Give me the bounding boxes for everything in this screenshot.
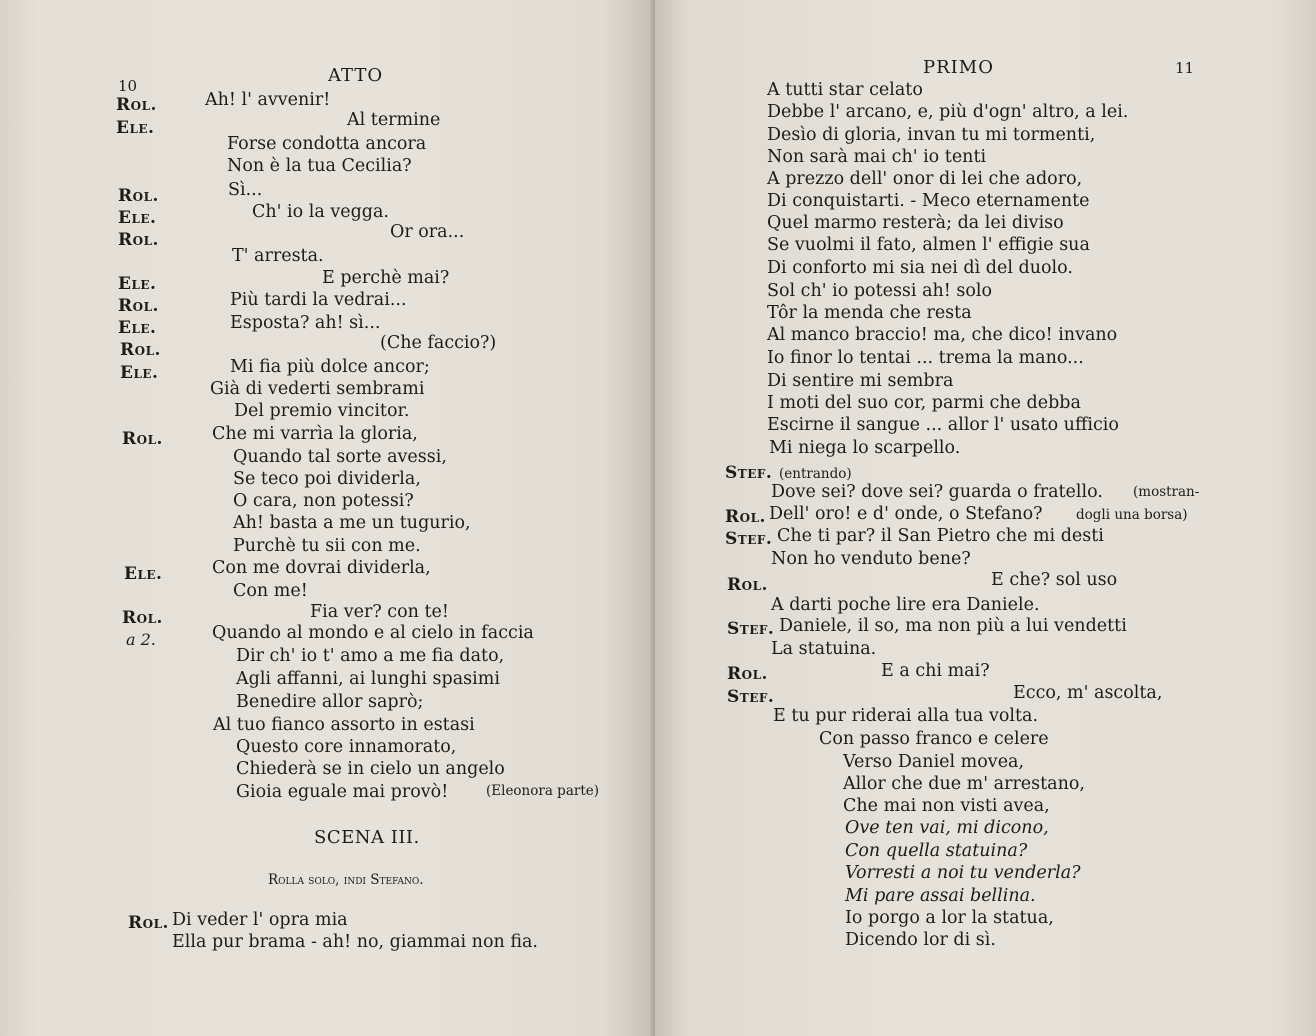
verse-line: Con me! (233, 581, 308, 601)
speaker-label: Rol. (116, 95, 157, 115)
speaker-label: Rol. (122, 608, 163, 628)
verse-line: Con me dovrai dividerla, (212, 558, 431, 578)
verse-line: Dell' oro! e d' onde, o Stefano? (769, 504, 1043, 524)
verse-line: Ah! l' avvenir! (205, 90, 331, 110)
verse-line: Se vuolmi il fato, almen l' effigie sua (767, 235, 1090, 255)
verse-line: Di conforto mi sia nei dì del duolo. (767, 258, 1073, 278)
speaker-label: Ele. (118, 274, 157, 294)
verse-line: Fia ver? con te! (310, 602, 449, 622)
verse-line: A darti poche lire era Daniele. (771, 595, 1040, 615)
verse-line: Che ti par? il San Pietro che mi desti (777, 526, 1104, 546)
verse-line: E a chi mai? (881, 661, 990, 681)
right-page (655, 0, 1316, 1036)
running-header: ATTO (328, 65, 384, 86)
speaker-label: Ele. (124, 564, 163, 584)
speaker-label: Stef. (725, 529, 773, 549)
verse-line: Ove ten vai, mi dicono, (845, 818, 1049, 838)
speaker-label: Rol. (727, 664, 768, 684)
verse-line: E perchè mai? (322, 268, 450, 288)
speaker-label: Rol. (725, 507, 766, 527)
verse-line: Quando al mondo e al cielo in faccia (212, 623, 534, 643)
stage-direction: (entrando) (779, 466, 852, 482)
verse-line: Al manco braccio! ma, che dico! invano (767, 325, 1118, 345)
stage-direction: (mostran- (1133, 484, 1200, 500)
verse-line: Mi niega lo scarpello. (769, 438, 961, 458)
verse-line: Dicendo lor di sì. (845, 930, 996, 950)
verse-line: Benedire allor saprò; (236, 692, 424, 712)
verse-line: O cara, non potessi? (233, 491, 414, 511)
verse-line: Di sentire mi sembra (767, 371, 954, 391)
verse-line: Agli affanni, ai lunghi spasimi (236, 669, 500, 689)
verse-line: A tutti star celato (767, 80, 923, 100)
speaker-label: Rol. (122, 429, 163, 449)
verse-line: Non è la tua Cecilia? (227, 156, 412, 176)
speaker-label: a 2. (126, 630, 156, 649)
verse-line: Io porgo a lor la statua, (845, 908, 1054, 928)
speaker-label: Rol. (118, 186, 159, 206)
verse-line: A prezzo dell' onor di lei che adoro, (767, 169, 1083, 189)
verse-line: Dove sei? dove sei? guarda o fratello. (771, 482, 1103, 502)
verse-line: Sì... (228, 180, 263, 200)
scene-heading: SCENA III. (314, 827, 420, 848)
verse-line: Allor che due m' arrestano, (843, 774, 1085, 794)
speaker-label: Rol. (727, 575, 768, 595)
verse-line: Già di vederti sembrami (210, 379, 425, 399)
verse-line: Ah! basta a me un tugurio, (233, 513, 471, 533)
verse-line: Mi fia più dolce ancor; (230, 357, 430, 377)
speaker-label: Ele. (120, 363, 159, 383)
verse-line: (Che faccio?) (380, 333, 497, 353)
verse-line: Al termine (347, 110, 441, 130)
verse-line: Di conquistarti. - Meco eternamente (767, 191, 1090, 211)
verse-line: Debbe l' arcano, e, più d'ogn' altro, a lei. (767, 102, 1129, 122)
verse-line: Al tuo fianco assorto in estasi (213, 715, 475, 735)
verse-line: Gioia eguale mai provò! (236, 782, 449, 802)
speaker-label: Stef. (727, 619, 775, 639)
stage-direction: dogli una borsa) (1076, 507, 1188, 523)
verse-line: Desìo di gloria, invan tu mi tormenti, (767, 125, 1096, 145)
verse-line: Quando tal sorte avessi, (233, 447, 447, 467)
speaker-label: Rol. (118, 230, 159, 250)
verse-line: Non ho venduto bene? (771, 549, 971, 569)
running-header: PRIMO (923, 57, 994, 78)
left-page (0, 0, 655, 1036)
verse-line: E tu pur riderai alla tua volta. (773, 706, 1039, 726)
verse-line: Escirne il sangue ... allor l' usato ufficio (767, 415, 1119, 435)
verse-line: Daniele, il so, ma non più a lui vendetti (779, 616, 1127, 636)
verse-line: Esposta? ah! sì... (230, 313, 381, 333)
verse-line: Più tardi la vedrai... (230, 290, 407, 310)
speaker-label: Rol. (120, 340, 161, 360)
verse-line: T' arresta. (232, 246, 324, 266)
verse-line: Io finor lo tentai ... trema la mano... (767, 348, 1084, 368)
verse-line: Quel marmo resterà; da lei diviso (767, 213, 1064, 233)
verse-line: Chiederà se in cielo un angelo (236, 759, 505, 779)
verse-line: Ella pur brama - ah! no, giammai non fia. (172, 932, 538, 952)
verse-line: Mi pare assai bellina. (845, 886, 1036, 906)
speaker-label: Ele. (118, 208, 157, 228)
verse-line: Del premio vincitor. (234, 401, 410, 421)
verse-line: Ch' io la vegga. (252, 202, 389, 222)
verse-line: Sol ch' io potessi ah! solo (767, 281, 993, 301)
verse-line: Purchè tu sii con me. (233, 536, 421, 556)
speaker-label: Rol. (118, 296, 159, 316)
verse-line: Questo core innamorato, (236, 737, 457, 757)
speaker-label: Rol. (128, 913, 169, 933)
verse-line: Se teco poi dividerla, (233, 469, 421, 489)
speaker-label: Stef. (727, 687, 775, 707)
verse-line: Di veder l' opra mia (172, 910, 348, 930)
verse-line: Or ora... (390, 222, 465, 242)
verse-line: Forse condotta ancora (227, 134, 427, 154)
stage-direction: (Eleonora parte) (486, 783, 599, 799)
verse-line: E che? sol uso (991, 570, 1118, 590)
verse-line: I moti del suo cor, parmi che debba (767, 393, 1081, 413)
page-number: 11 (1175, 59, 1195, 77)
verse-line: Vorresti a noi tu venderla? (845, 863, 1081, 883)
verse-line: Con quella statuina? (845, 841, 1028, 861)
speaker-label: Stef. (725, 463, 773, 483)
verse-line: Non sarà mai ch' io tenti (767, 147, 987, 167)
verse-line: Verso Daniel movea, (843, 752, 1025, 772)
speaker-label: Ele. (116, 118, 155, 138)
verse-line: La statuina. (771, 639, 877, 659)
page-number: 10 (118, 77, 138, 95)
verse-line: Che mai non visti avea, (843, 796, 1050, 816)
verse-line: Dir ch' io t' amo a me fia dato, (236, 646, 505, 666)
verse-line: Con passo franco e celere (819, 729, 1049, 749)
verse-line: Tôr la menda che resta (767, 303, 972, 323)
verse-line: Ecco, m' ascolta, (1013, 683, 1163, 703)
speaker-label: Ele. (118, 318, 157, 338)
verse-line: Che mi varrìa la gloria, (212, 424, 418, 444)
scene-cast: Rolla solo, indi Stefano. (268, 872, 424, 888)
